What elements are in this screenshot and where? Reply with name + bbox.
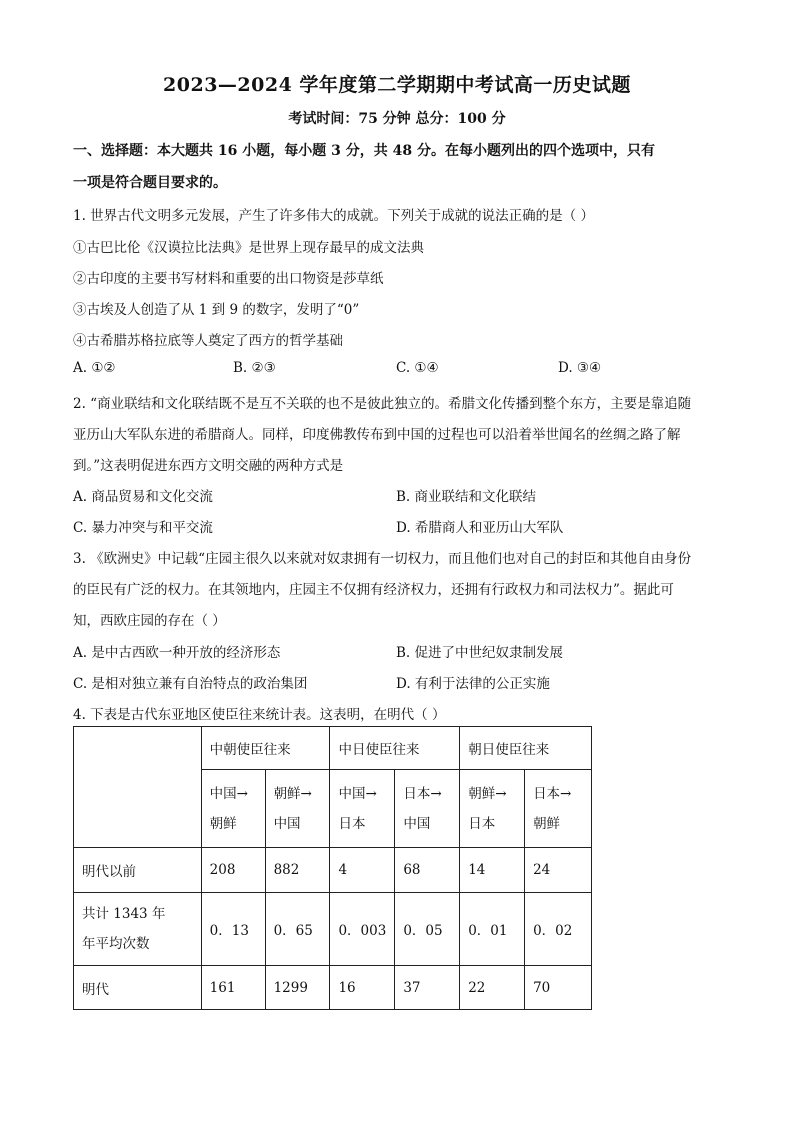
table-cell: 0．05 xyxy=(395,893,460,966)
q2-option-b: B. 商业联结和文化联结 xyxy=(396,489,537,505)
table-corner-cell xyxy=(74,727,202,848)
q2-stem-line2: 亚历山大军队东进的希腊商人。同样，印度佛教传布到中国的过程也可以沿着举世闻名的丝绸之路了解 xyxy=(73,427,681,443)
table-cell: 0．01 xyxy=(460,893,525,966)
q1-item-2: ②古印度的主要书写材料和重要的出口物资是莎草纸 xyxy=(73,271,384,287)
q1-stem: 1. 世界古代文明多元发展，产生了许多伟大的成就。下列关于成就的说法正确的是（ ） xyxy=(73,208,594,224)
q2-option-a: A. 商品贸易和文化交流 xyxy=(73,489,213,505)
q3-option-c: C. 是相对独立兼有自治特点的政治集团 xyxy=(73,676,308,692)
q1-item-3: ③古埃及人创造了从 1 到 9 的数字，发明了“0” xyxy=(73,302,360,318)
table-row xyxy=(74,893,592,966)
q4-stem: 4. 下表是古代东亚地区使臣往来统计表。这表明，在明代（ ） xyxy=(73,707,446,723)
table-subheader-cell: 朝鲜→ 日本 xyxy=(460,770,525,848)
q3-stem-line2: 的臣民有广泛的权力。在其领地内，庄园主不仅拥有经济权力，还拥有行政权力和司法权力”。据此可 xyxy=(73,582,674,598)
table-subheader-cell: 中国→ 朝鲜 xyxy=(201,770,265,848)
table-subheader-cell: 中国→ 日本 xyxy=(330,770,395,848)
q1-item-1: ①古巴比伦《汉谟拉比法典》是世界上现存最早的成文法典 xyxy=(73,240,424,256)
section-heading-line1: 一、选择题：本大题共 16 小题，每小题 3 分，共 48 分。在每小题列出的四个选项中，只有 xyxy=(73,143,655,159)
table-subheader-cell: 日本→ 中国 xyxy=(395,770,460,848)
q1-item-4: ④古希腊苏格拉底等人奠定了西方的哲学基础 xyxy=(73,333,343,349)
q1-option-b: B. ②③ xyxy=(233,360,276,376)
q2-option-d: D. 希腊商人和亚历山大军队 xyxy=(396,520,564,536)
table-row-label: 明代以前 xyxy=(74,848,202,893)
q2-stem-line3: 到。”这表明促进东西方文明交融的两种方式是 xyxy=(73,458,344,474)
table-group-header: 朝日使臣往来 xyxy=(460,727,592,770)
exam-title: 2023—2024 学年度第二学期期中考试高一历史试题 xyxy=(163,74,631,96)
q1-option-d: D. ③④ xyxy=(558,360,602,376)
table-cell: 1299 xyxy=(265,966,330,1010)
table-cell: 70 xyxy=(525,966,592,1010)
q3-option-a: A. 是中古西欧一种开放的经济形态 xyxy=(73,645,281,661)
q3-option-d: D. 有利于法律的公正实施 xyxy=(396,676,550,692)
table-cell: 0．02 xyxy=(525,893,592,966)
table-row-label: 明代 xyxy=(74,966,202,1010)
table-cell: 22 xyxy=(460,966,525,1010)
table-row xyxy=(74,848,592,893)
table-cell: 14 xyxy=(460,848,525,893)
q3-stem-line3: 知，西欧庄园的存在（ ） xyxy=(73,613,226,629)
table-cell: 68 xyxy=(395,848,460,893)
table-row-label: 共计 1343 年 年平均次数 xyxy=(74,893,202,966)
exam-info: 考试时间：75 分钟 总分：100 分 xyxy=(288,111,506,127)
table-header-row xyxy=(74,727,592,770)
table-cell: 161 xyxy=(201,966,265,1010)
q1-option-c: C. ①④ xyxy=(396,360,439,376)
q1-option-a: A. ①② xyxy=(73,360,116,376)
table-cell: 882 xyxy=(265,848,330,893)
table-group-header: 中朝使臣往来 xyxy=(201,727,330,770)
q3-option-b: B. 促进了中世纪奴隶制发展 xyxy=(396,645,564,661)
table-cell: 0．003 xyxy=(330,893,395,966)
table-row xyxy=(74,966,592,1010)
table-cell: 16 xyxy=(330,966,395,1010)
table-subheader-cell: 朝鲜→ 中国 xyxy=(265,770,330,848)
table-cell: 37 xyxy=(395,966,460,1010)
table-cell: 0．65 xyxy=(265,893,330,966)
table-cell: 4 xyxy=(330,848,395,893)
q3-stem-line1: 3. 《欧洲史》中记载“庄园主很久以来就对奴隶拥有一切权力，而且他们也对自己的封臣和其他自由身份 xyxy=(73,551,692,567)
table-cell: 24 xyxy=(525,848,592,893)
envoy-statistics-table xyxy=(73,726,592,1010)
table-subheader-cell: 日本→ 朝鲜 xyxy=(525,770,592,848)
q2-stem-line1: 2. “商业联结和文化联结既不是互不关联的也不是彼此独立的。希腊文化传播到整个东方，主要是靠追随 xyxy=(73,396,692,412)
q2-option-c: C. 暴力冲突与和平交流 xyxy=(73,520,213,536)
section-heading-line2: 一项是符合题目要求的。 xyxy=(73,175,227,191)
table-cell: 208 xyxy=(201,848,265,893)
table-group-header: 中日使臣往来 xyxy=(330,727,460,770)
table-cell: 0．13 xyxy=(201,893,265,966)
